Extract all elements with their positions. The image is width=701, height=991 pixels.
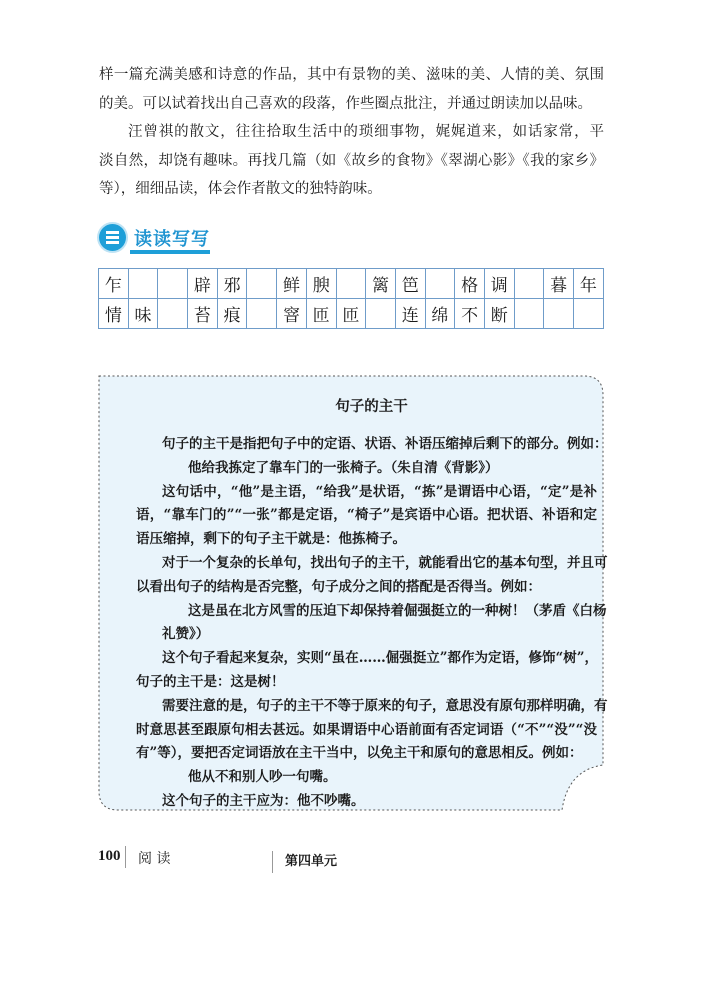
box-text-line: 这个句子的主干应为：他不吵嘴。 [162,792,365,809]
grid-cell: 辟 [188,269,218,299]
footer-unit: 第四单元 [285,854,338,869]
box-text-line: 他从不和别人吵一句嘴。 [188,769,337,786]
grid-cell [366,299,396,329]
text-line: 淡自然，却饶有趣味。再找几篇（如《故乡的食物》《翠湖心影》《我的家乡》 [99,152,604,169]
title-underline [130,250,210,254]
text-line: 的美。可以试着找出自己喜欢的段落，作些圈点批注，并通过朗读加以品味。 [99,95,592,112]
grid-cell [336,269,366,299]
grid-cell: 年 [574,269,604,299]
knowledge-box [98,375,608,811]
box-text-line: 语，“靠车门的”“一张”都是定语，“椅子”是宾语中心语。把状语、补语和定 [136,507,597,524]
intro-paragraph-1 [99,61,604,118]
box-text-line: 有”等），要把否定词语放在主干当中，以免主干和原句的意思相反。例如： [136,745,583,762]
grid-row [99,269,604,299]
box-text-line: 时意思甚至跟原句相去甚远。如果谓语中心语前面有否定词语（“不”“没”“没 [136,721,597,738]
grid-cell [514,269,544,299]
box-text-line: 句子的主干是：这是树！ [136,673,285,690]
grid-cell [158,269,188,299]
grid-cell: 笆 [395,269,425,299]
grid-cell: 匝 [306,299,336,329]
grid-cell: 格 [455,269,485,299]
box-text-line: 需要注意的是，句子的主干不等于原来的句子，意思没有原句那样明确，有 [162,697,608,714]
grid-cell: 断 [484,299,514,329]
grid-cell: 邪 [217,269,247,299]
box-text-line: 他给我拣定了靠车门的一张椅子。（朱自清《背影》） [188,459,499,476]
grid-cell: 乍 [99,269,129,299]
box-title: 句子的主干 [335,398,408,415]
grid-cell: 味 [128,299,158,329]
grid-cell: 暮 [544,269,574,299]
box-text-line: 以看出句子的结构是否完整，句子成分之间的搭配是否得当。例如： [136,578,541,595]
grid-cell: 窨 [277,299,307,329]
box-text-line: 对于一个复杂的长单句，找出句子的主干，就能看出它的基本句型，并且可 [162,554,608,571]
grid-cell: 匝 [336,299,366,329]
grid-cell: 不 [455,299,485,329]
grid-cell [425,269,455,299]
section-title: 读读写写 [134,229,210,250]
text-line: 等），细细品读，体会作者散文的独特韵味。 [99,181,382,197]
grid-cell [158,299,188,329]
grid-cell [128,269,158,299]
grid-cell [247,299,277,329]
divider [125,846,126,868]
box-text-line: 语压缩掉，剩下的句子主干就是：他拣椅子。 [136,531,406,548]
grid-cell: 腴 [306,269,336,299]
number-three-circle-icon [99,224,126,251]
grid-cell [544,299,574,329]
page-number: 100 [98,848,121,864]
grid-cell: 篱 [366,269,396,299]
grid-cell: 鲜 [277,269,307,299]
box-text-line: 这是虽在北方风雪的压迫下却保持着倔强挺立的一种树！（茅盾《白杨 [188,602,607,619]
text-line: 汪曾祺的散文，往往拾取生活中的琐细事物，娓娓道来，如话家常，平 [128,124,604,140]
grid-cell [514,299,544,329]
grid-cell: 绵 [425,299,455,329]
box-text-line: 句子的主干是指把句子中的定语、状语、补语压缩掉后剩下的部分。例如： [162,436,608,452]
box-text-line: 这个句子看起来复杂，实则“虽在……倔强挺立”都作为定语，修饰“树”， [162,650,599,667]
grid-cell: 情 [99,299,129,329]
footer-section: 阅 读 [138,851,171,867]
grid-row [99,299,604,329]
grid-cell [574,299,604,329]
intro-paragraph-2 [99,118,604,204]
grid-cell: 调 [484,269,514,299]
grid-cell [247,269,277,299]
grid-cell: 连 [395,299,425,329]
box-text-line: 这句话中，“他”是主语，“给我”是状语，“拣”是谓语中心语，“定”是补 [162,483,597,500]
divider [272,851,273,873]
text-line: 样一篇充满美感和诗意的作品，其中有景物的美、滋味的美、人情的美、氛围 [99,67,604,83]
word-grid [98,268,604,329]
grid-cell: 痕 [217,299,247,329]
box-text-line: 礼赞》） [162,626,210,643]
grid-cell: 苔 [188,299,218,329]
